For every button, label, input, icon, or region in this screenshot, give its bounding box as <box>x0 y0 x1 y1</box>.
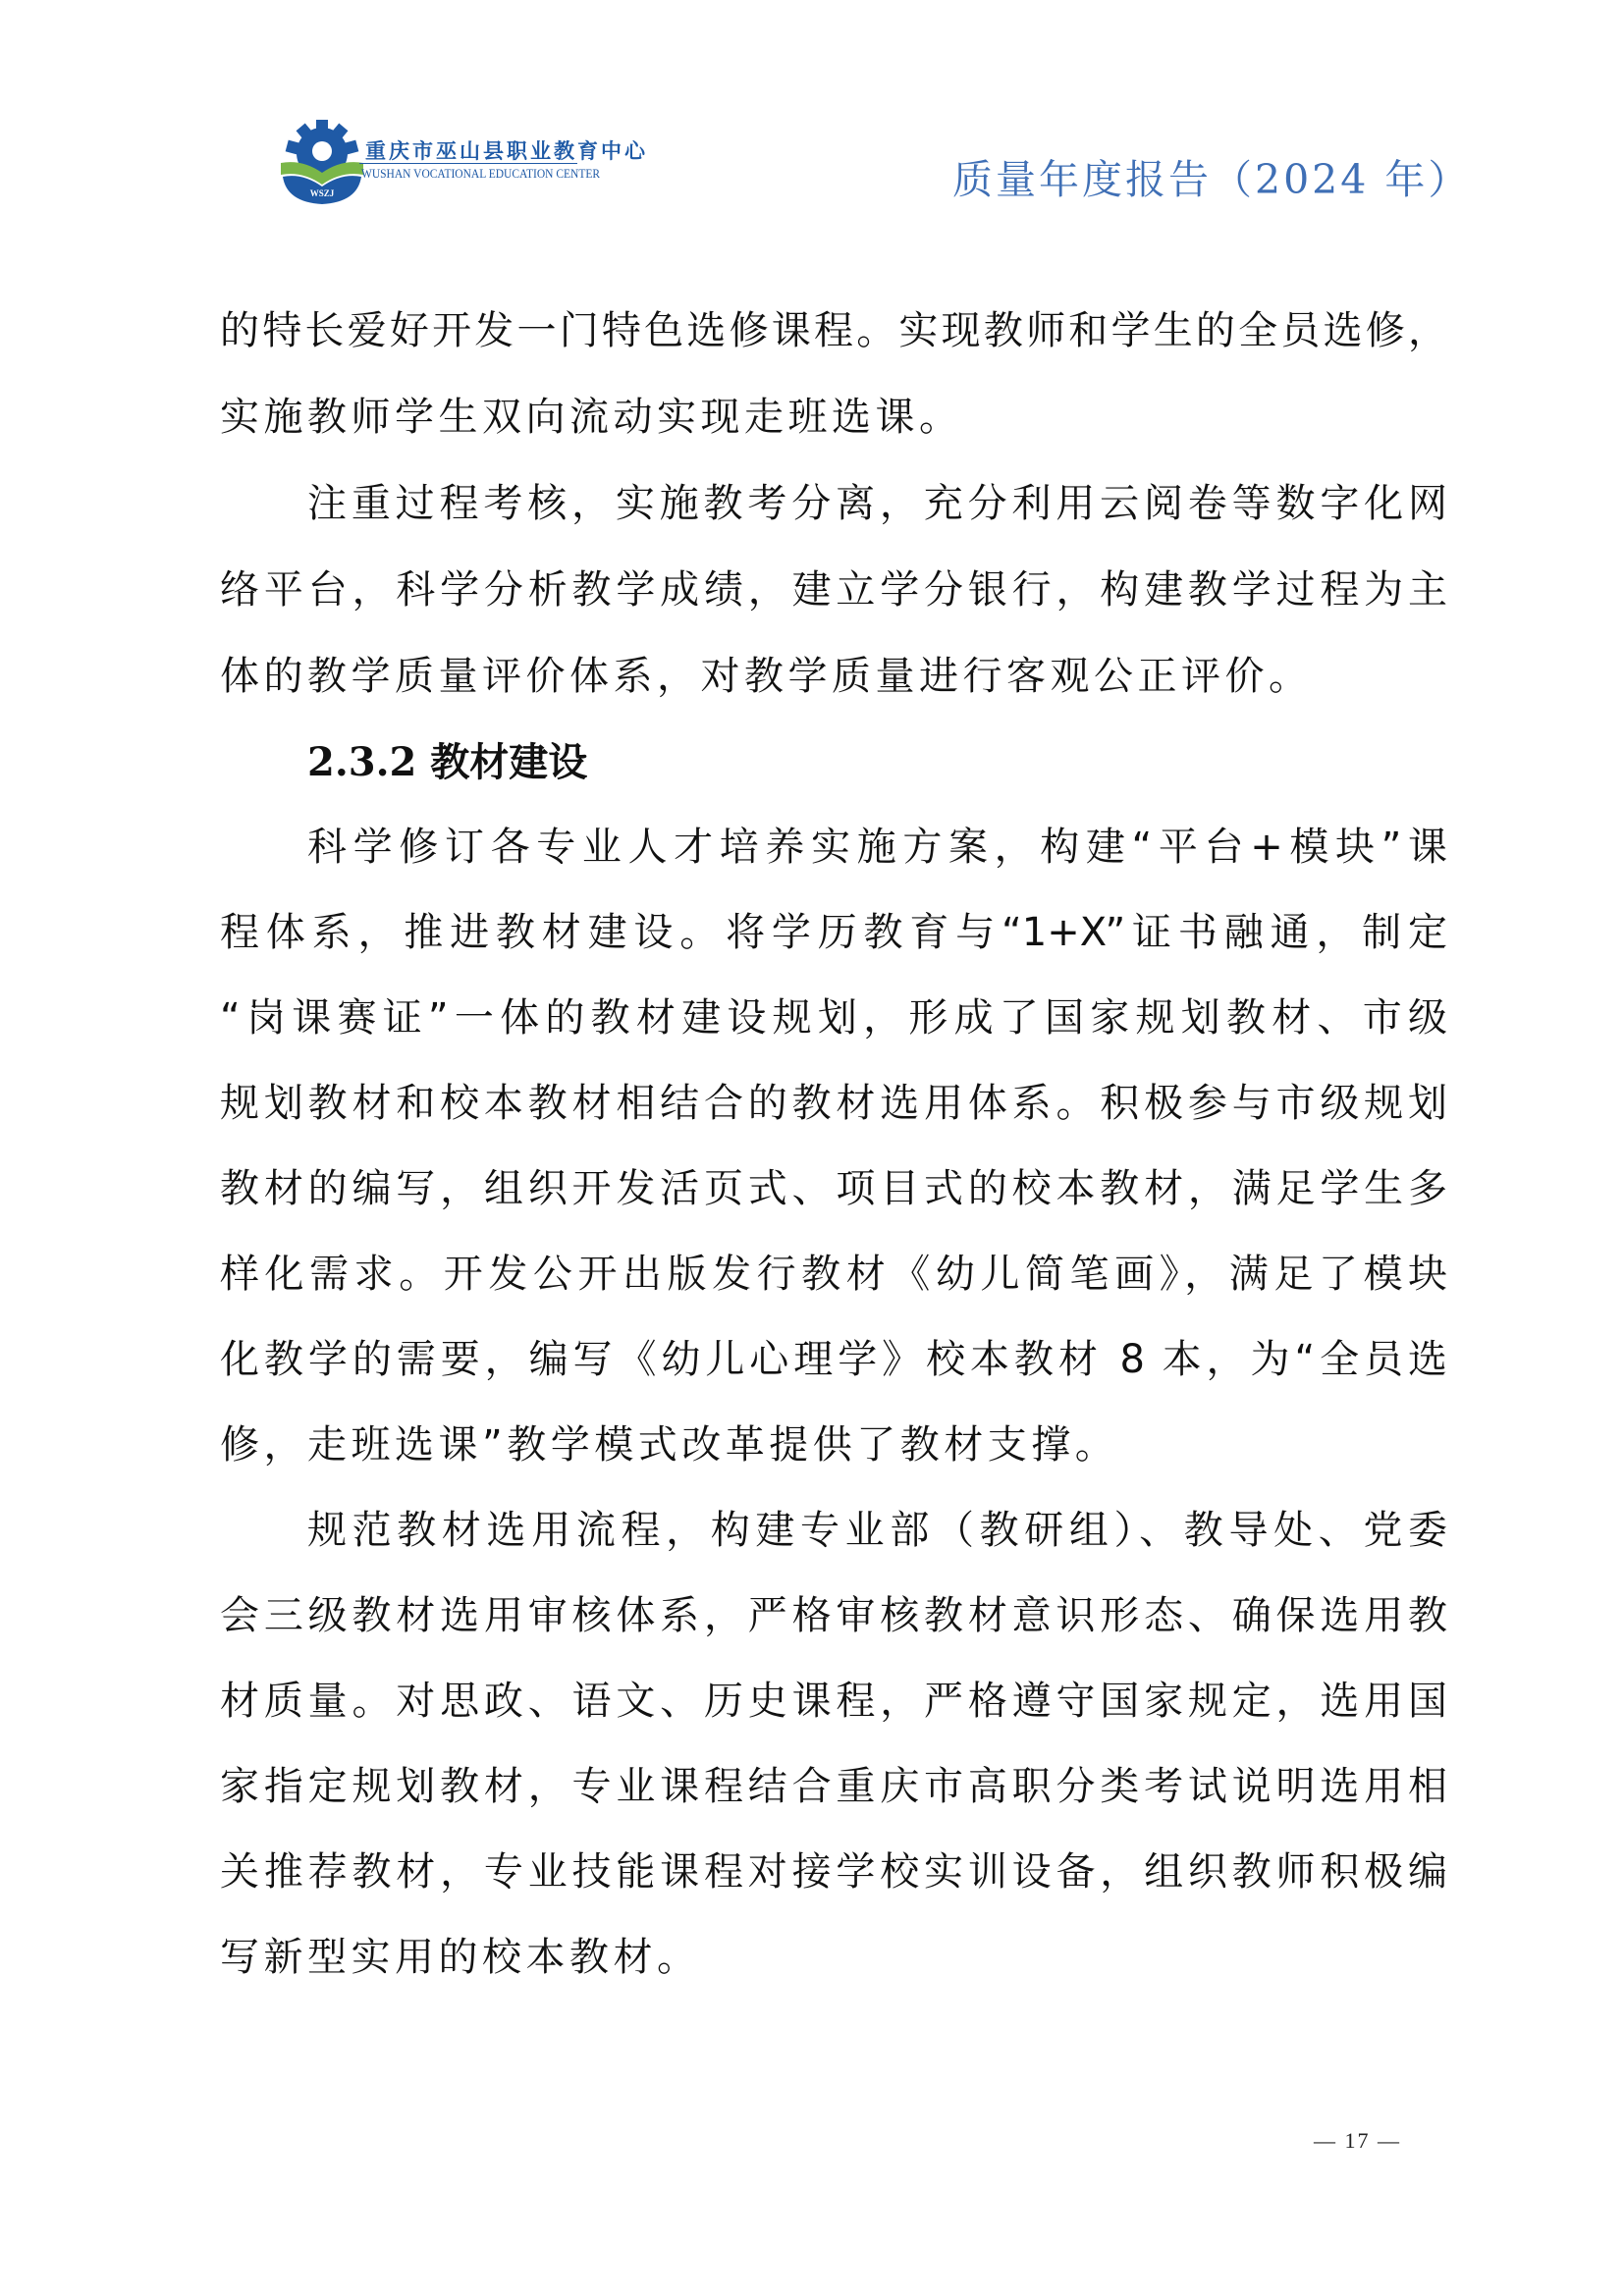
paragraph-line: 的特长爱好开发一门特色选修课程。实现教师和学生的全员选修， <box>220 308 1447 353</box>
paragraph-line: 规范教材选用流程，构建专业部（教研组）、教导处、党委 <box>307 1508 1447 1553</box>
paragraph-line: 体的教学质量评价体系，对教学质量进行客观公正评价。 <box>220 654 1313 699</box>
paragraph-line: 注重过程考核，实施教考分离，充分利用云阅卷等数字化网 <box>307 481 1447 526</box>
report-title: 质量年度报告（2024 年） <box>952 156 1472 203</box>
logo-divider <box>359 163 577 164</box>
paragraph-line: 实施教师学生双向流动实现走班选课。 <box>220 395 963 440</box>
paragraph-line: 教材的编写，组织开发活页式、项目式的校本教材，满足学生多 <box>220 1166 1447 1211</box>
paragraph-line: “岗课赛证”一体的教材建设规划，形成了国家规划教材、市级 <box>220 995 1447 1041</box>
paragraph-line: 规划教材和校本教材相结合的教材选用体系。积极参与市级规划 <box>220 1081 1447 1126</box>
paragraph-line: 样化需求。开发公开出版发行教材《幼儿简笔画》，满足了模块 <box>220 1252 1447 1297</box>
page-number: — 17 — <box>1314 2128 1401 2153</box>
paragraph-line: 修，走班选课”教学模式改革提供了教材支撑。 <box>220 1422 1119 1468</box>
school-name-en: WUSHAN VOCATIONAL EDUCATION CENTER <box>361 167 601 181</box>
paragraph-line: 化教学的需要，编写《幼儿心理学》校本教材 8 本，为“全员选 <box>220 1337 1447 1382</box>
school-logo-icon <box>273 118 371 206</box>
paragraph-line: 材质量。对思政、语文、历史课程，严格遵守国家规定，选用国 <box>220 1679 1447 1724</box>
paragraph-line: 会三级教材选用审核体系，严格审核教材意识形态、确保选用教 <box>220 1593 1447 1638</box>
paragraph-line: 家指定规划教材，专业课程结合重庆市高职分类考试说明选用相 <box>220 1764 1447 1809</box>
section-heading: 2.3.2 教材建设 <box>307 739 588 785</box>
paragraph-line: 关推荐教材，专业技能课程对接学校实训设备，组织教师积极编 <box>220 1849 1447 1895</box>
school-name-cn: 重庆市巫山县职业教育中心 <box>365 139 648 163</box>
paragraph-line: 写新型实用的校本教材。 <box>220 1935 701 1980</box>
svg-text:WSZJ: WSZJ <box>309 188 335 198</box>
paragraph-line: 络平台，科学分析教学成绩，建立学分银行，构建教学过程为主 <box>220 567 1447 613</box>
paragraph-line: 程体系，推进教材建设。将学历教育与“1+X”证书融通，制定 <box>220 910 1447 955</box>
paragraph-line: 科学修订各专业人才培养实施方案，构建“平台+模块”课 <box>307 825 1447 870</box>
